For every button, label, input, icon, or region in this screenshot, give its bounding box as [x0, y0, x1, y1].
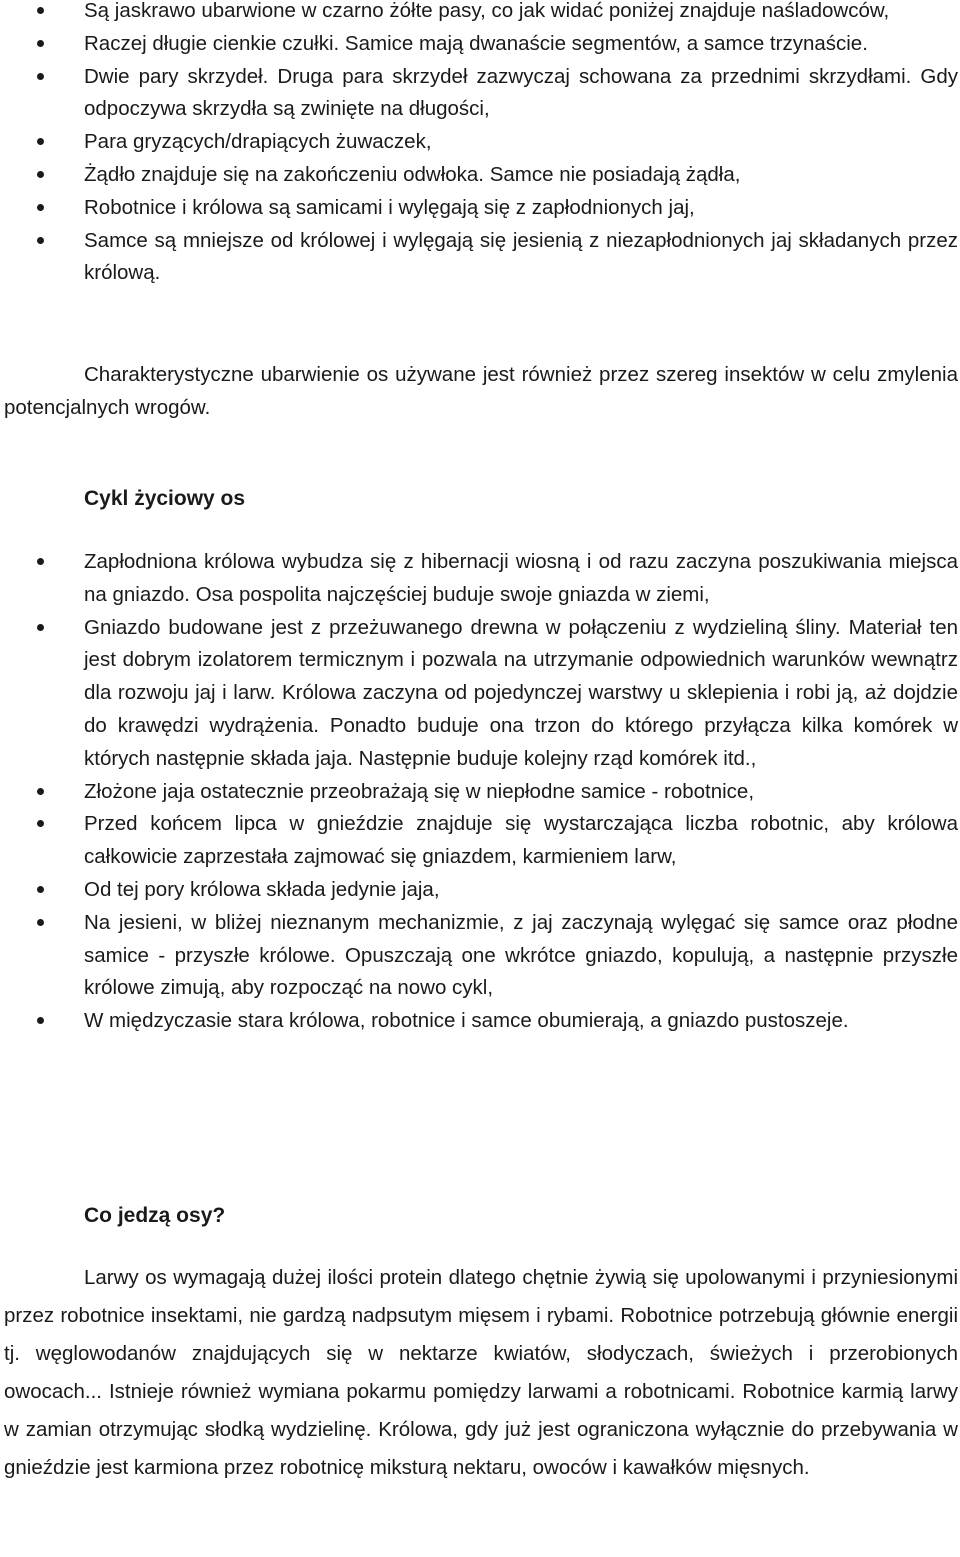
food-paragraph: Larwy os wymagają dużej ilości protein dlatego chętnie żywią się upolowanymi i przyniesionymi przez robotnice insektami, nie gardzą nadpsutym mięsem i rybami. Robotnice potrzebują głównie energii tj. węglowodanów znajdujących się w nektarze kwiatów, słodyczach, świeżych i przerobionych owocach... Istnieje również wymiana pokarmu pomiędzy larwami a robotnicami. Robotnice karmią larwy w zamian otrzymując słodką wydzielinę. Królowa, gdy już jest ograniczona wyłącznie do przebywania w gnieździe jest karmiona przez robotnicę miksturą nektaru, owoców i kawałków mięsnych. — [4, 1266, 958, 1479]
lifecycle-bullet-list — [0, 546, 958, 1038]
intro-paragraph: Charakterystyczne ubarwienie os używane jest również przez szereg insektów w celu zmylenia potencjalnych wrogów. — [4, 363, 958, 419]
list-item: Żądło znajduje się na zakończeniu odwłoka. Samce nie posiadają żądła, — [0, 159, 958, 192]
list-item: Dwie pary skrzydeł. Druga para skrzydeł zazwyczaj schowana za przednimi skrzydłami. Gdy odpoczywa skrzydła są zwinięte na długości, — [0, 61, 958, 127]
list-item: Gniazdo budowane jest z przeżuwanego drewna w połączeniu z wydzieliną śliny. Materiał ten jest dobrym izolatorem termicznym i pozwala na utrzymanie odpowiednich warunków wewnątrz dla rozwoju jaj i larw. Królowa zaczyna od pojedynczej warstwy u sklepienia i robi ją, aż dojdzie do krawędzi wydrążenia. Ponadto buduje ona trzon do którego przyłącza kilka komórek w których następnie składa jaja. Następnie buduje kolejny rząd komórek itd., — [0, 612, 958, 776]
intro-bullet-list — [0, 0, 958, 290]
section-heading-food: Co jedzą osy? — [84, 1204, 226, 1227]
list-item: Raczej długie cienkie czułki. Samice mają dwanaście segmentów, a samce trzynaście. — [0, 28, 958, 61]
list-item: Złożone jaja ostatecznie przeobrażają się w niepłodne samice - robotnice, — [0, 776, 958, 809]
list-item: Samce są mniejsze od królowej i wylęgają się jesienią z niezapłodnionych jaj składanych przez królową. — [0, 225, 958, 291]
section-heading-lifecycle: Cykl życiowy os — [84, 487, 246, 510]
list-item: Zapłodniona królowa wybudza się z hibernacji wiosną i od razu zaczyna poszukiwania miejsca na gniazdo. Osa pospolita najczęściej buduje swoje gniazda w ziemi, — [0, 546, 958, 612]
list-item: Para gryzących/drapiących żuwaczek, — [0, 126, 958, 159]
list-item: Są jaskrawo ubarwione w czarno żółte pasy, co jak widać poniżej znajduje naśladowców, — [0, 0, 958, 28]
list-item: Robotnice i królowa są samicami i wylęgają się z zapłodnionych jaj, — [0, 192, 958, 225]
list-item: Od tej pory królowa składa jedynie jaja, — [0, 874, 958, 907]
list-item: W międzyczasie stara królowa, robotnice i samce obumierają, a gniazdo pustoszeje. — [0, 1005, 958, 1038]
list-item: Przed końcem lipca w gnieździe znajduje się wystarczająca liczba robotnic, aby królowa całkowicie zaprzestała zajmować się gniazdem, karmieniem larw, — [0, 808, 958, 874]
list-item: Na jesieni, w bliżej nieznanym mechanizmie, z jaj zaczynają wylęgać się samce oraz płodne samice - przyszłe królowe. Opuszczają one wkrótce gniazdo, kopulują, a następnie przyszłe królowe zimują, aby rozpocząć na nowo cykl, — [0, 907, 958, 1005]
